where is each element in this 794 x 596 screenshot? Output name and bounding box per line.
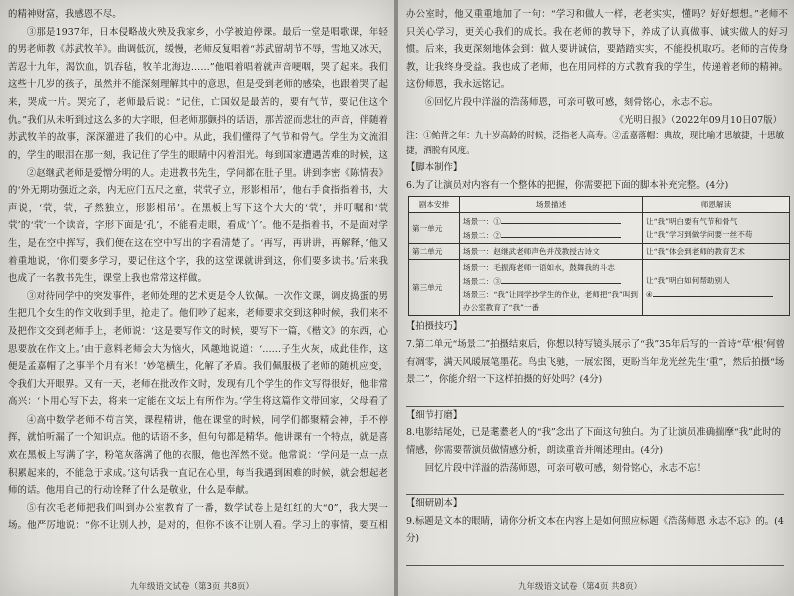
table-row bbox=[409, 213, 790, 244]
answer-line[interactable] bbox=[406, 389, 784, 407]
section-heading-details: 【细节打磨】 bbox=[406, 409, 463, 421]
script-table bbox=[408, 196, 790, 316]
reading-cell bbox=[643, 244, 790, 260]
closing-paragraph: ⑥回忆片段中洋溢的浩荡师恩，可亲可敬可感，刻骨铭心，永志不忘。 bbox=[424, 96, 719, 108]
reading-text: 让“我”体会到老师的教育艺术 bbox=[646, 247, 745, 257]
reading-cell bbox=[643, 260, 790, 316]
source-citation: 《光明日报》（2022年09月10日07版） bbox=[614, 114, 782, 126]
question-9: 9.标题是文本的眼睛，请你分析文本在内容上是如何照应标题《浩荡师恩 永志不忘》的。(4分) bbox=[406, 515, 784, 545]
right-page bbox=[398, 0, 794, 596]
reading-text: 让“我”明白如何帮助别人 bbox=[646, 276, 730, 286]
answer-blank[interactable] bbox=[653, 287, 773, 297]
table-header: 师恩解读 bbox=[643, 197, 790, 213]
reading-text: 让“我”学习到做学问要一丝不苟 bbox=[646, 230, 753, 240]
question-7: 7.第二单元“场景二”拍摄结束后，你想以特写镜头展示了“我”35年后写的一首诗“草‘根’何曾有凋零，满天风暖展笔墨花。鸟虫飞驰，一展宏图，更盼当年龙光丝先生‘重”，然后拍摄“场景二”，你能介绍一下这样拍摄的好处吗？(4分) bbox=[406, 338, 785, 386]
scene-text: 场景一：赵继武老师声色并茂教授古诗文 bbox=[463, 247, 600, 257]
answer-line[interactable] bbox=[406, 548, 784, 566]
scene-cell bbox=[460, 244, 643, 260]
section-heading-study: 【细研剧本】 bbox=[406, 498, 463, 510]
reading-cell bbox=[643, 213, 790, 244]
unit-cell: 第三单元 bbox=[409, 260, 460, 316]
paragraph: ③对待同学中的突发事件，老师处理的艺术更是令人钦佩。一次作文课，调皮捣蛋的男生把几个女生的作文收到手里，抢走了。他们吵了起来，老师要求交到这种时候，我们来不及把作文交到老师手上，老师说：‘这是要写作文的时候，要写下一篇，《楷文》的东西，心思要放在作文上。’由于意料老师会大为恼火，风趣地说道：‘……子生火灰，成此佳作，这便是孟嘉帽了之事半个月有米！’妙笔横生，化解了矛盾。我们佩服极了老师的随机应变，令我们大开眼界。又有一天，老师在批改作文时，发现有几个学生的作文写得很好，他非常高兴：‘卜用心写下去，将来一定能在文坛上有所作为。’学生将这篇作文带回家，父母看了 bbox=[8, 290, 388, 408]
table-row bbox=[409, 244, 790, 260]
section-heading-shooting: 【拍摄技巧】 bbox=[406, 321, 463, 333]
answer-blank[interactable] bbox=[501, 274, 621, 284]
reading-text: 让“我”明白要有气节和骨气 bbox=[646, 217, 738, 227]
scene-text: 场景二：③ bbox=[463, 277, 501, 287]
left-page bbox=[0, 0, 394, 596]
footnotes: 注：①鲐背之年：九十岁高龄的时候，泛指老人高寿。②孟嘉落帽：典故，现比喻才思敏捷，十思敏捷，洒脱有风度。 bbox=[406, 131, 785, 157]
reading-text: ④ bbox=[646, 290, 653, 300]
paragraph: ④高中数学老师不苟言笑，课程精讲，他在课堂的时候，同学们都聚精会神，手不停挥，就怕听漏了一个知识点。他的话语不多，但句句都是精华。他讲课有一个特点，就是喜欢在黑板上写满了字，粉笔灰落满了他的衣服，他也浑然不觉。他常说：‘学问是一点一点积累起来的，不能急于求成。’这句话我一直记在心里，每当我遇到困难的时候，就会想起老师的话。他用自己的行动诠释了什么是敬业，什么是奉献。 bbox=[8, 414, 388, 497]
answer-blank[interactable] bbox=[501, 214, 621, 224]
answer-line[interactable] bbox=[406, 477, 784, 495]
table-header-row bbox=[409, 197, 790, 213]
scene-text: 场景一：① bbox=[463, 217, 501, 227]
unit-cell: 第一单元 bbox=[409, 213, 460, 244]
paragraph: 的精神财富，我感恩不尽。 bbox=[8, 9, 122, 20]
paragraph: 办公室时，他又重重地加了一句：“学习和做人一样，老老实实，懂吗？好好想想。”老师不只关心学习，更关心我们的成长。我在老师的教导下，养成了认真做事、诚实做人的好习惯。后来，我更深刻地体会到：做人要讲诚信，要踏踏实实，不能投机取巧。老师的言传身教，让我终身受益。我也成了老师，也在用同样的方式教育我的学生，传递着老师的精神。这份师恩，我永远铭记。 bbox=[406, 9, 788, 91]
scene-text: 场景三：“我”让同学抄学生的作业，老师把“我”叫到办公室教育了“我”一番 bbox=[463, 290, 638, 313]
scene-cell bbox=[460, 260, 643, 316]
page-footer: 九年级语文试卷（第4页 共8页） bbox=[518, 582, 643, 592]
monologue-quote: 回忆片段中洋溢的浩荡师恩，可亲可敬可感，刻骨铭心，永志不忘！ bbox=[424, 462, 707, 474]
table-header: 剧本安排 bbox=[409, 197, 460, 213]
paragraph: ⑤有次毛老师把我们叫到办公室教育了一番，数学试卷上是红红的大“0”，我大哭一场。他严厉地说：“你不让别人抄，是对的，但你不该不让别人看。学习上的事情，要互相 bbox=[8, 502, 388, 532]
page-footer: 九年级语文试卷（第3页 共8页） bbox=[130, 582, 255, 592]
answer-blank[interactable] bbox=[501, 228, 621, 238]
table-row bbox=[409, 260, 790, 316]
question-8: 8.电影结尾处，已是耄耋老人的“我”念出了下面这句独白。为了让演员准确揣摩“我”此时的情感，你需要帮演员做情感分析，朗读重音并阐述理由。(4分) bbox=[406, 427, 781, 456]
table-header: 场景描述 bbox=[460, 197, 643, 213]
unit-cell: 第二单元 bbox=[409, 244, 460, 260]
left-page-text bbox=[8, 6, 388, 574]
paragraph: ③那是1937年，日本侵略战火殃及我家乡，小学被迫停课。最后一堂是唱歌课，年轻的男老师教《苏武牧羊》。曲调低沉，缓慢，老师反复唱着“苏武留胡节不辱，雪地又冰天，苦忍十九年，渴饮血，饥吞毡，牧羊北海边……”他唱着唱着就声音哽咽，哭了起来。我们这些十几岁的孩子，虽然并不能深刻理解其中的意思，但是受到老师的感染，也跟着哭了起来，哭成一片。哭完了，老师最后说：“记住，亡国奴是最苦的，要有气节，要记住这个仇。”我们从未听到过这么多的大字眼，但老师那颤抖的话语，那苦涩而悲壮的声音，伴随着苏武牧羊的故事，深深灌进了我们的心中。从此，我们懂得了气节和骨气。学生为文流泪的，学生的眼泪在那一刻，我记住了学生的眼睛中闪着泪光。每到国家遭遇苦难的时候，这 bbox=[8, 26, 388, 161]
question-6: 6.为了让演员对内容有一个整体的把握，你需要把下面的脚本补充完整。(4分) bbox=[406, 179, 729, 191]
paragraph: ②赵继武老师是爱憎分明的人。走进教书先生，学问都在肚子里。讲到李密《陈情表》的‘外无期功强近之亲，内无应门五尺之童，茕茕孑立，形影相吊’，他右手食指指着书，大声说，‘茕，茕，孑然独立，形影相吊’。在黑板上写下这个大大的‘茕’，并叮嘱和‘茕茕’的‘茕’一个读音，字形下面是‘孔’，不能看走眼，看成‘丫’。他不是指着书，不是面对学生，是在空中挥写，我们便在这在空中写出的字看清楚了。‘再写，再讲讲，再解释，’他又着重地说，‘你们要多学习，要记住这个字，我的这堂课就讲到这，你们要多读书。’后来我也成了一名教书先生，课堂上我也常常这样做。 bbox=[8, 167, 388, 285]
scene-cell bbox=[460, 213, 643, 244]
scene-text: 场景二：② bbox=[463, 231, 501, 241]
right-page-text bbox=[406, 6, 788, 574]
scene-text: 场景一：毛振海老师一语如水，鼓舞我的斗志 bbox=[463, 263, 615, 273]
section-heading-script: 【脚本制作】 bbox=[406, 162, 463, 174]
